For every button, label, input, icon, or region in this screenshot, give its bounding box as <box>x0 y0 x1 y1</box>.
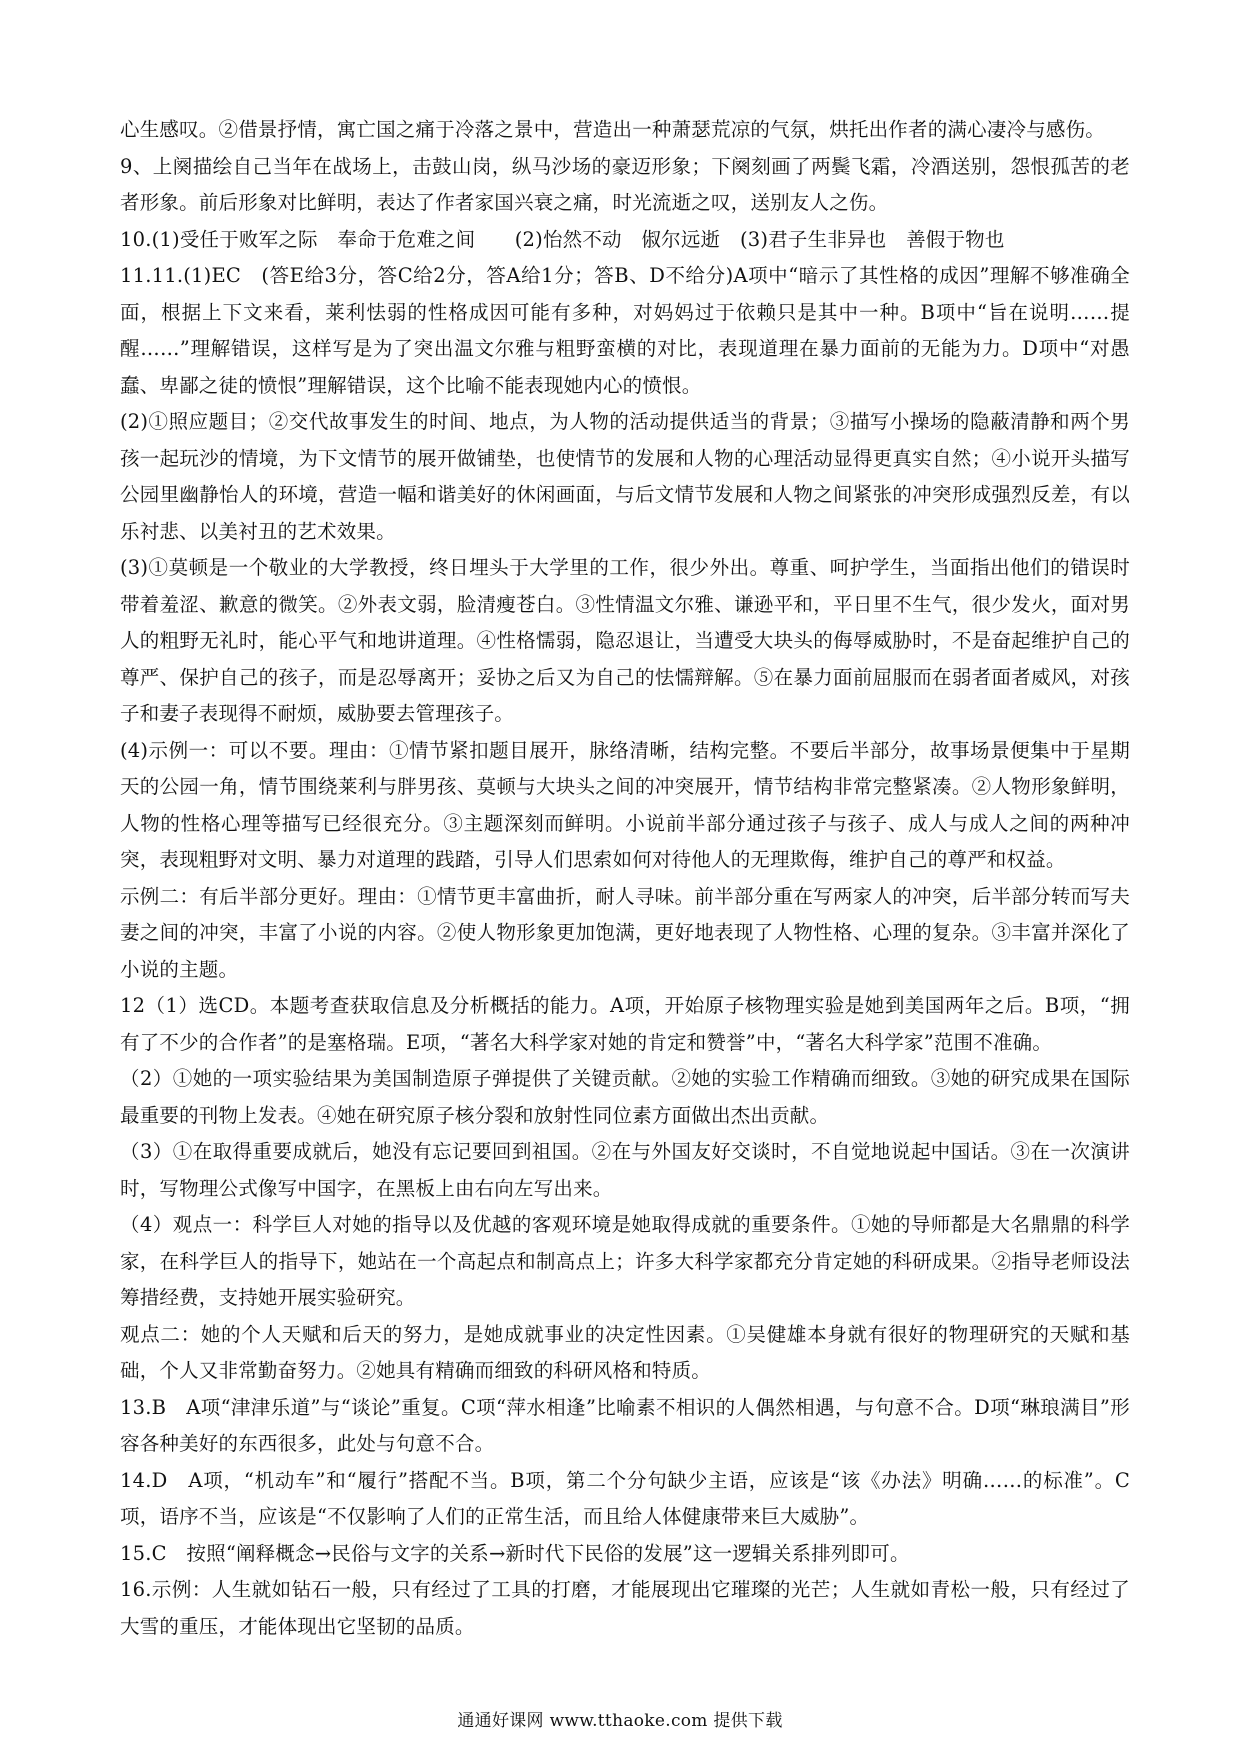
paragraph-q12-2: （2）①她的一项实验结果为美国制造原子弹提供了关键贡献。②她的实验工作精确而细致。③她的研究成果在国际最重要的刊物上发表。④她在研究原子核分裂和放射性同位素方面做出杰出贡献。 <box>120 1067 1130 1127</box>
paragraph-q11-2: (2)①照应题目；②交代故事发生的时间、地点，为人物的活动提供适当的背景；③描写小操场的隐蔽清静和两个男孩一起玩沙的情境，为下文情节的展开做铺垫，也使情节的发展和人物的心理活动显得更真实自然；④小说开头描写公园里幽静怡人的环境，营造一幅和谐美好的休闲画面，与后文情节发展和人物之间紧张的冲突形成强烈反差，有以乐衬悲、以美衬丑的艺术效果。 <box>120 410 1130 543</box>
paragraph-q12-4-view1: （4）观点一：科学巨人对她的指导以及优越的客观环境是她取得成就的重要条件。①她的导师都是大名鼎鼎的科学家，在科学巨人的指导下，她站在一个高起点和制高点上；许多大科学家都充分肯定她的科研成果。②指导老师设法筹措经费，支持她开展实验研究。 <box>120 1213 1130 1309</box>
paragraph-q12-4-view2: 观点二：她的个人天赋和后天的努力，是她成就事业的决定性因素。①吴健雄本身就有很好的物理研究的天赋和基础，个人又非常勤奋努力。②她具有精确而细致的科研风格和特质。 <box>120 1322 1130 1382</box>
paragraph-q11-4-example2: 示例二：有后半部分更好。理由：①情节更丰富曲折，耐人寻味。前半部分重在写两家人的冲突，后半部分转而写夫妻之间的冲突，丰富了小说的内容。②使人物形象更加饱满，更好地表现了人物性格、心理的复杂。③丰富并深化了小说的主题。 <box>120 884 1130 981</box>
paragraph-poem-analysis-end: 心生感叹。②借景抒情，寓亡国之痛于冷落之景中，营造出一种萧瑟荒凉的气氛，烘托出作者的满心凄冷与感伤。 <box>120 118 1106 141</box>
paragraph-q13: 13.B A项“津津乐道”与“谈论”重复。C项“萍水相逢”比喻素不相识的人偶然相遇，与句意不合。D项“琳琅满目”形容各种美好的东西很多，此处与句意不合。 <box>120 1395 1130 1455</box>
answer-document <box>120 112 1130 1645</box>
paragraph-q9: 9、上阕描绘自己当年在战场上，击鼓山岗，纵马沙场的豪迈形象；下阕刻画了两鬓飞霜，冷酒送别，怨恨孤苦的老者形象。前后形象对比鲜明，表达了作者家国兴衰之痛，时光流逝之叹，送别友人之伤。 <box>120 154 1130 214</box>
paragraph-q11-4-example1: (4)示例一：可以不要。理由：①情节紧扣题目展开，脉络清晰，结构完整。不要后半部分，故事场景便集中于星期天的公园一角，情节围绕莱利与胖男孩、莫顿与大块头之间的冲突展开，情节结构非常完整紧凑。②人物形象鲜明，人物的性格心理等描写已经很充分。③主题深刻而鲜明。小说前半部分通过孩子与孩子、成人与成人之间的两种冲突，表现粗野对文明、暴力对道理的践踏，引导人们思索如何对待他人的无理欺侮，维护自己的尊严和权益。 <box>120 738 1130 871</box>
paragraph-q12-1: 12（1）选CD。本题考查获取信息及分析概括的能力。A项，开始原子核物理实验是她到美国两年之后。B项，“拥有了不少的合作者”的是塞格瑞。E项，“著名大科学家对她的肯定和赞誉”中，“著名大科学家”范围不准确。 <box>120 994 1130 1054</box>
paragraph-q10: 10.(1)受任于败军之际 奉命于危难之间 (2)怡然不动 俶尔远逝 (3)君子生非异也 善假于物也 <box>120 227 1005 251</box>
paragraph-q11-1: 11.11.(1)EC (答E给3分，答C给2分，答A给1分；答B、D不给分)A项中“暗示了其性格的成因”理解不够准确全面，根据上下文来看，莱利怯弱的性格成因可能有多种，对妈妈过于依赖只是其中一种。B项中“旨在说明……提醒……”理解错误，这样写是为了突出温文尔雅与粗野蛮横的对比，表现道理在暴力面前的无能为力。D项中“对愚蠢、卑鄙之徒的愤恨”理解错误，这个比喻不能表现她内心的愤恨。 <box>120 264 1130 397</box>
page-footer: 通通好课网 www.tthaoke.com 提供下载 <box>457 1711 783 1731</box>
paragraph-q15: 15.C 按照“阐释概念→民俗与文字的关系→新时代下民俗的发展”这一逻辑关系排列即可。 <box>120 1541 910 1565</box>
paragraph-q14: 14.D A项，“机动车”和“履行”搭配不当。B项，第二个分句缺少主语，应该是“该《办法》明确……的标准”。C项，语序不当，应该是“不仅影响了人们的正常生活，而且给人体健康带来巨大威胁”。 <box>120 1468 1130 1528</box>
paragraph-q11-3: (3)①莫顿是一个敬业的大学教授，终日埋头于大学里的工作，很少外出。尊重、呵护学生，当面指出他们的错误时带着羞涩、歉意的微笑。②外表文弱，脸清瘦苍白。③性情温文尔雅、谦逊平和，平日里不生气，很少发火，面对男人的粗野无礼时，能心平气和地讲道理。④性格懦弱，隐忍退让，当遭受大块头的侮辱威胁时，不是奋起维护自己的尊严、保护自己的孩子，而是忍辱离开；妥协之后又为自己的怯懦辩解。⑤在暴力面前屈服而在弱者面者威风，对孩子和妻子表现得不耐烦，威胁要去管理孩子。 <box>120 556 1130 725</box>
paragraph-q12-3: （3）①在取得重要成就后，她没有忘记要回到祖国。②在与外国友好交谈时，不自觉地说起中国话。③在一次演讲时，写物理公式像写中国字，在黑板上由右向左写出来。 <box>120 1140 1130 1200</box>
paragraph-q16: 16.示例：人生就如钻石一般，只有经过了工具的打磨，才能展现出它璀璨的光芒；人生就如青松一般，只有经过了大雪的重压，才能体现出它坚韧的品质。 <box>120 1578 1130 1638</box>
